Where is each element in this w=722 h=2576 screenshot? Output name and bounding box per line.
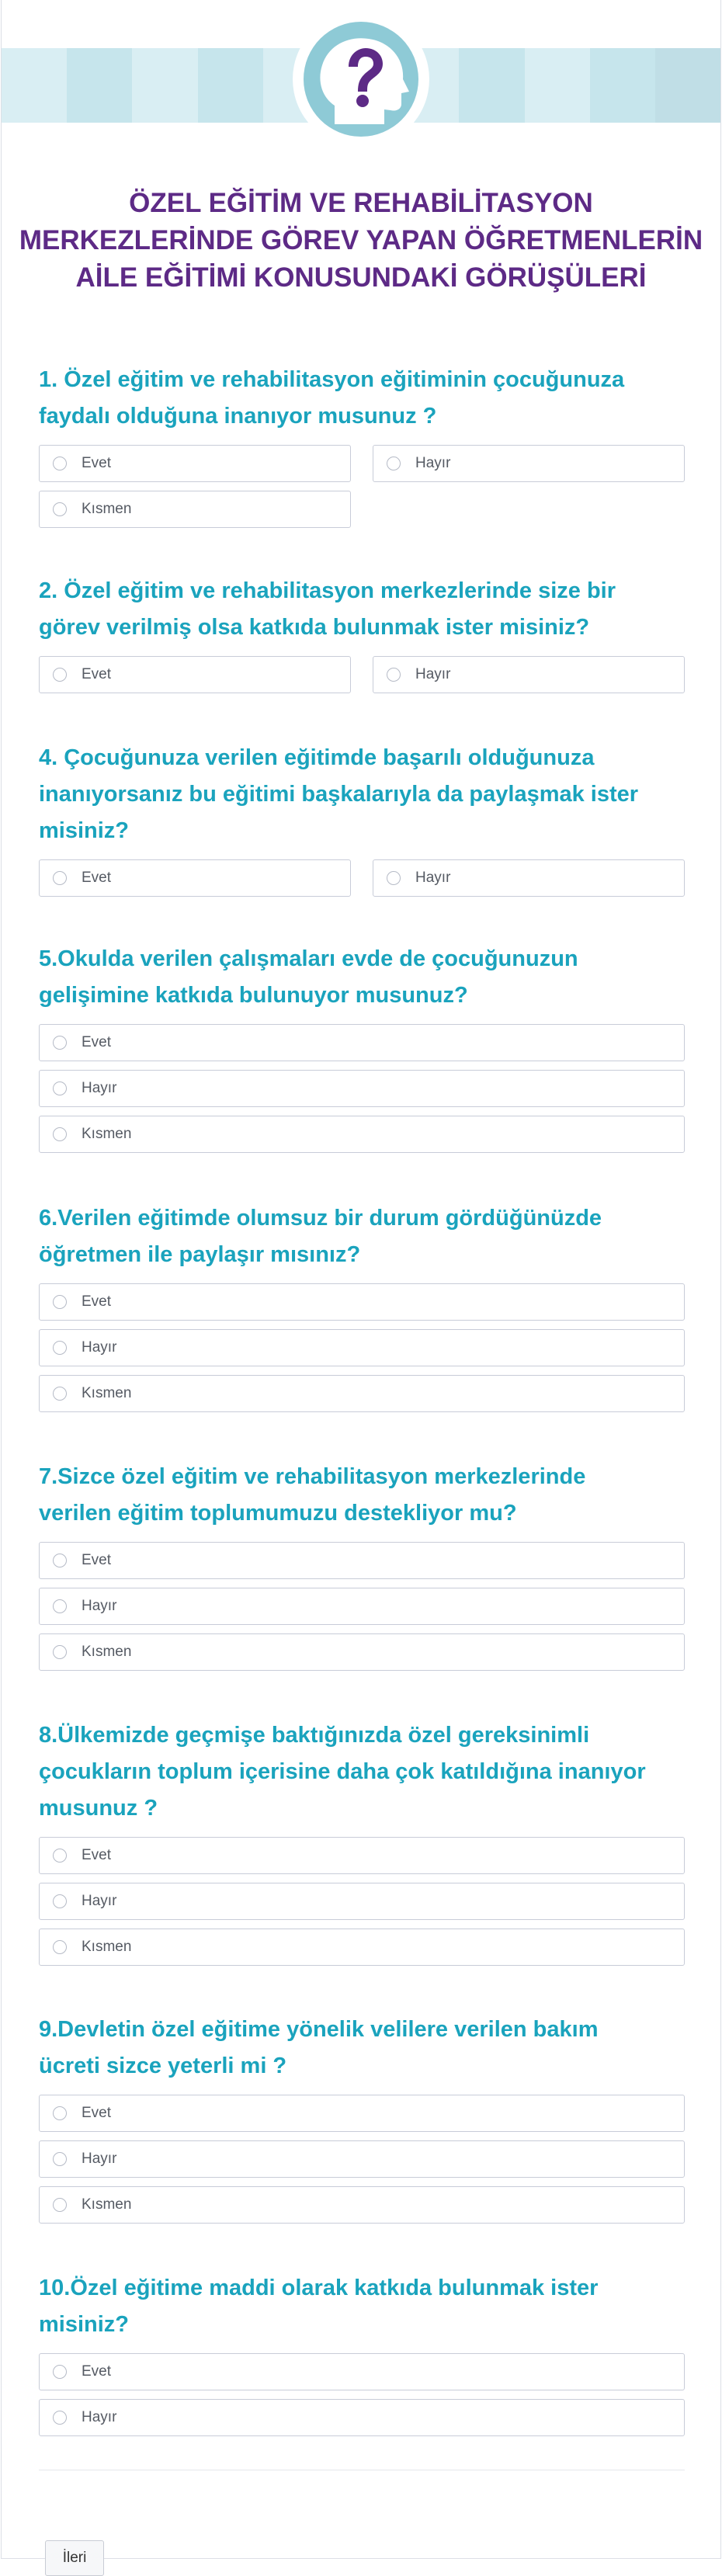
answer-option[interactable] <box>39 1883 685 1920</box>
answer-option[interactable] <box>39 1116 685 1153</box>
radio-button[interactable] <box>53 1295 67 1309</box>
question-block <box>39 2012 685 2224</box>
answer-option[interactable] <box>39 2140 685 2178</box>
question-text-line: 10.Özel eğitime maddi olarak katkıda bulunmak ister <box>39 2276 599 2300</box>
form-title-line: MERKEZLERİNDE GÖREV YAPAN ÖĞRETMENLERİN <box>19 225 703 255</box>
radio-button[interactable] <box>53 871 67 885</box>
answer-options <box>39 2353 685 2436</box>
radio-button[interactable] <box>53 668 67 682</box>
question-text-line: 2. Özel eğitim ve rehabilitasyon merkezlerinde size bir <box>39 578 616 603</box>
question-text-line: gelişimine katkıda bulunuyor musunuz? <box>39 983 468 1008</box>
radio-button[interactable] <box>387 668 401 682</box>
option-label: Evet <box>82 2363 112 2380</box>
radio-button[interactable] <box>53 1341 67 1355</box>
radio-button[interactable] <box>53 1894 67 1908</box>
radio-button[interactable] <box>53 457 67 470</box>
answer-option[interactable] <box>39 1633 685 1671</box>
option-label: Kısmen <box>82 1126 132 1142</box>
option-label: Evet <box>82 2105 112 2121</box>
question-block <box>39 941 685 1153</box>
form-page <box>1 0 721 2566</box>
answer-options <box>39 445 685 528</box>
banner-strip <box>655 48 720 123</box>
question-text-line: öğretmen ile paylaşır mısınız? <box>39 1242 361 1267</box>
question-text-line: 8.Ülkemizde geçmişe baktığınızda özel gereksinimli <box>39 1723 590 1748</box>
question-block <box>39 1200 685 1412</box>
radio-button[interactable] <box>53 1849 67 1863</box>
answer-option[interactable] <box>373 445 685 482</box>
option-label: Hayır <box>82 2409 117 2425</box>
question-head-icon <box>304 22 418 137</box>
form-title <box>2 185 720 297</box>
option-label: Hayır <box>82 1893 117 1909</box>
radio-button[interactable] <box>53 1554 67 1567</box>
option-label: Hayır <box>415 455 451 471</box>
question-block <box>39 1459 685 1671</box>
question-text-line: faydalı olduğuna inanıyor musunuz ? <box>39 404 437 429</box>
answer-option[interactable] <box>39 1329 685 1366</box>
question-text <box>39 1459 685 1532</box>
option-label: Hayır <box>415 870 451 886</box>
question-text <box>39 941 685 1014</box>
answer-option[interactable] <box>39 1070 685 1107</box>
answer-option[interactable] <box>373 859 685 897</box>
answer-options <box>39 1283 685 1412</box>
banner-strip <box>590 48 655 123</box>
option-label: Kısmen <box>82 501 132 517</box>
radio-button[interactable] <box>53 1036 67 1050</box>
option-label: Kısmen <box>82 1939 132 1955</box>
question-block <box>39 573 685 693</box>
question-text-line: inanıyorsanız bu eğitimi başkalarıyla da paylaşmak ister <box>39 782 639 807</box>
answer-options <box>39 1837 685 1966</box>
option-label: Hayır <box>82 1339 117 1356</box>
next-button[interactable]: İleri <box>45 2540 104 2576</box>
option-label: Evet <box>82 1034 112 1050</box>
answer-option[interactable] <box>39 1542 685 1579</box>
radio-button[interactable] <box>53 1645 67 1659</box>
answer-option[interactable] <box>39 2353 685 2390</box>
question-text <box>39 573 685 646</box>
option-label: Evet <box>82 666 112 682</box>
radio-button[interactable] <box>53 1940 67 1954</box>
logo-badge <box>293 11 429 148</box>
answer-option[interactable] <box>39 656 351 693</box>
banner-strip <box>2 48 67 123</box>
question-text-line: 1. Özel eğitim ve rehabilitasyon eğitiminin çocuğunuza <box>39 367 625 392</box>
answer-options <box>39 859 685 897</box>
question-text-line: 4. Çocuğunuza verilen eğitimde başarılı olduğunuza <box>39 745 595 770</box>
banner-strip <box>132 48 197 123</box>
option-label: Hayır <box>415 666 451 682</box>
option-label: Hayır <box>82 2151 117 2167</box>
radio-button[interactable] <box>53 2152 67 2166</box>
answer-option[interactable] <box>39 1375 685 1412</box>
radio-button[interactable] <box>53 1599 67 1613</box>
radio-button[interactable] <box>53 1081 67 1095</box>
question-block <box>39 362 685 528</box>
answer-option[interactable] <box>39 1837 685 1874</box>
banner-strip <box>67 48 132 123</box>
radio-button[interactable] <box>53 1127 67 1141</box>
option-label: Hayır <box>82 1080 117 1096</box>
question-text-line: musunuz ? <box>39 1796 158 1821</box>
radio-button[interactable] <box>387 457 401 470</box>
answer-option[interactable] <box>39 491 351 528</box>
question-text-line: ücreti sizce yeterli mi ? <box>39 2054 287 2078</box>
option-label: Evet <box>82 1293 112 1310</box>
question-text-line: çocukların toplum içerisine daha çok katıldığına inanıyor <box>39 1759 646 1784</box>
option-label: Evet <box>82 455 112 471</box>
radio-button[interactable] <box>53 2106 67 2120</box>
question-text <box>39 362 685 435</box>
answer-option[interactable] <box>39 2399 685 2436</box>
question-text <box>39 740 685 849</box>
radio-button[interactable] <box>53 2411 67 2425</box>
answer-option[interactable] <box>39 445 351 482</box>
answer-options <box>39 656 685 693</box>
radio-button[interactable] <box>53 1387 67 1401</box>
answer-options <box>39 1024 685 1153</box>
question-text-line: 6.Verilen eğitimde olumsuz bir durum gördüğünüzde <box>39 1206 602 1231</box>
option-label: Kısmen <box>82 2196 132 2213</box>
question-text <box>39 1717 685 1827</box>
question-text-line: misiniz? <box>39 2312 130 2337</box>
answer-option[interactable] <box>39 1588 685 1625</box>
option-label: Kısmen <box>82 1644 132 1660</box>
option-label: Evet <box>82 1552 112 1568</box>
option-label: Hayır <box>82 1598 117 1614</box>
question-text-line: verilen eğitim toplumumuzu destekliyor mu? <box>39 1501 517 1526</box>
answer-option[interactable] <box>39 2095 685 2132</box>
form-title-line: ÖZEL EĞİTİM VE REHABİLİTASYON <box>129 188 593 218</box>
question-block <box>39 2270 685 2436</box>
answer-option[interactable] <box>39 1024 685 1061</box>
answer-option[interactable] <box>39 1283 685 1321</box>
question-text <box>39 2270 685 2343</box>
radio-button[interactable] <box>53 2365 67 2379</box>
answer-option[interactable] <box>39 859 351 897</box>
radio-button[interactable] <box>53 2198 67 2212</box>
question-text <box>39 2012 685 2085</box>
banner-strip <box>525 48 590 123</box>
question-text <box>39 1200 685 1273</box>
question-text-line: görev verilmiş olsa katkıda bulunmak ister misiniz? <box>39 615 590 640</box>
banner-strip <box>459 48 524 123</box>
answer-options <box>39 2095 685 2224</box>
answer-option[interactable] <box>39 1929 685 1966</box>
form-title-line: AİLE EĞİTİMİ KONUSUNDAKİ GÖRÜŞÜLERİ <box>75 262 647 293</box>
radio-button[interactable] <box>387 871 401 885</box>
answer-option[interactable] <box>373 656 685 693</box>
banner-strip <box>198 48 263 123</box>
option-label: Kısmen <box>82 1385 132 1401</box>
answer-option[interactable] <box>39 2186 685 2224</box>
question-text-line: misiniz? <box>39 818 130 843</box>
question-block <box>39 1717 685 1966</box>
question-block <box>39 740 685 897</box>
question-text-line: 9.Devletin özel eğitime yönelik velilere verilen bakım <box>39 2017 599 2042</box>
question-text-line: 7.Sizce özel eğitim ve rehabilitasyon merkezlerinde <box>39 1464 586 1489</box>
option-label: Evet <box>82 870 112 886</box>
option-label: Evet <box>82 1847 112 1863</box>
radio-button[interactable] <box>53 502 67 516</box>
answer-options <box>39 1542 685 1671</box>
question-text-line: 5.Okulda verilen çalışmaları evde de çocuğunuzun <box>39 946 578 971</box>
